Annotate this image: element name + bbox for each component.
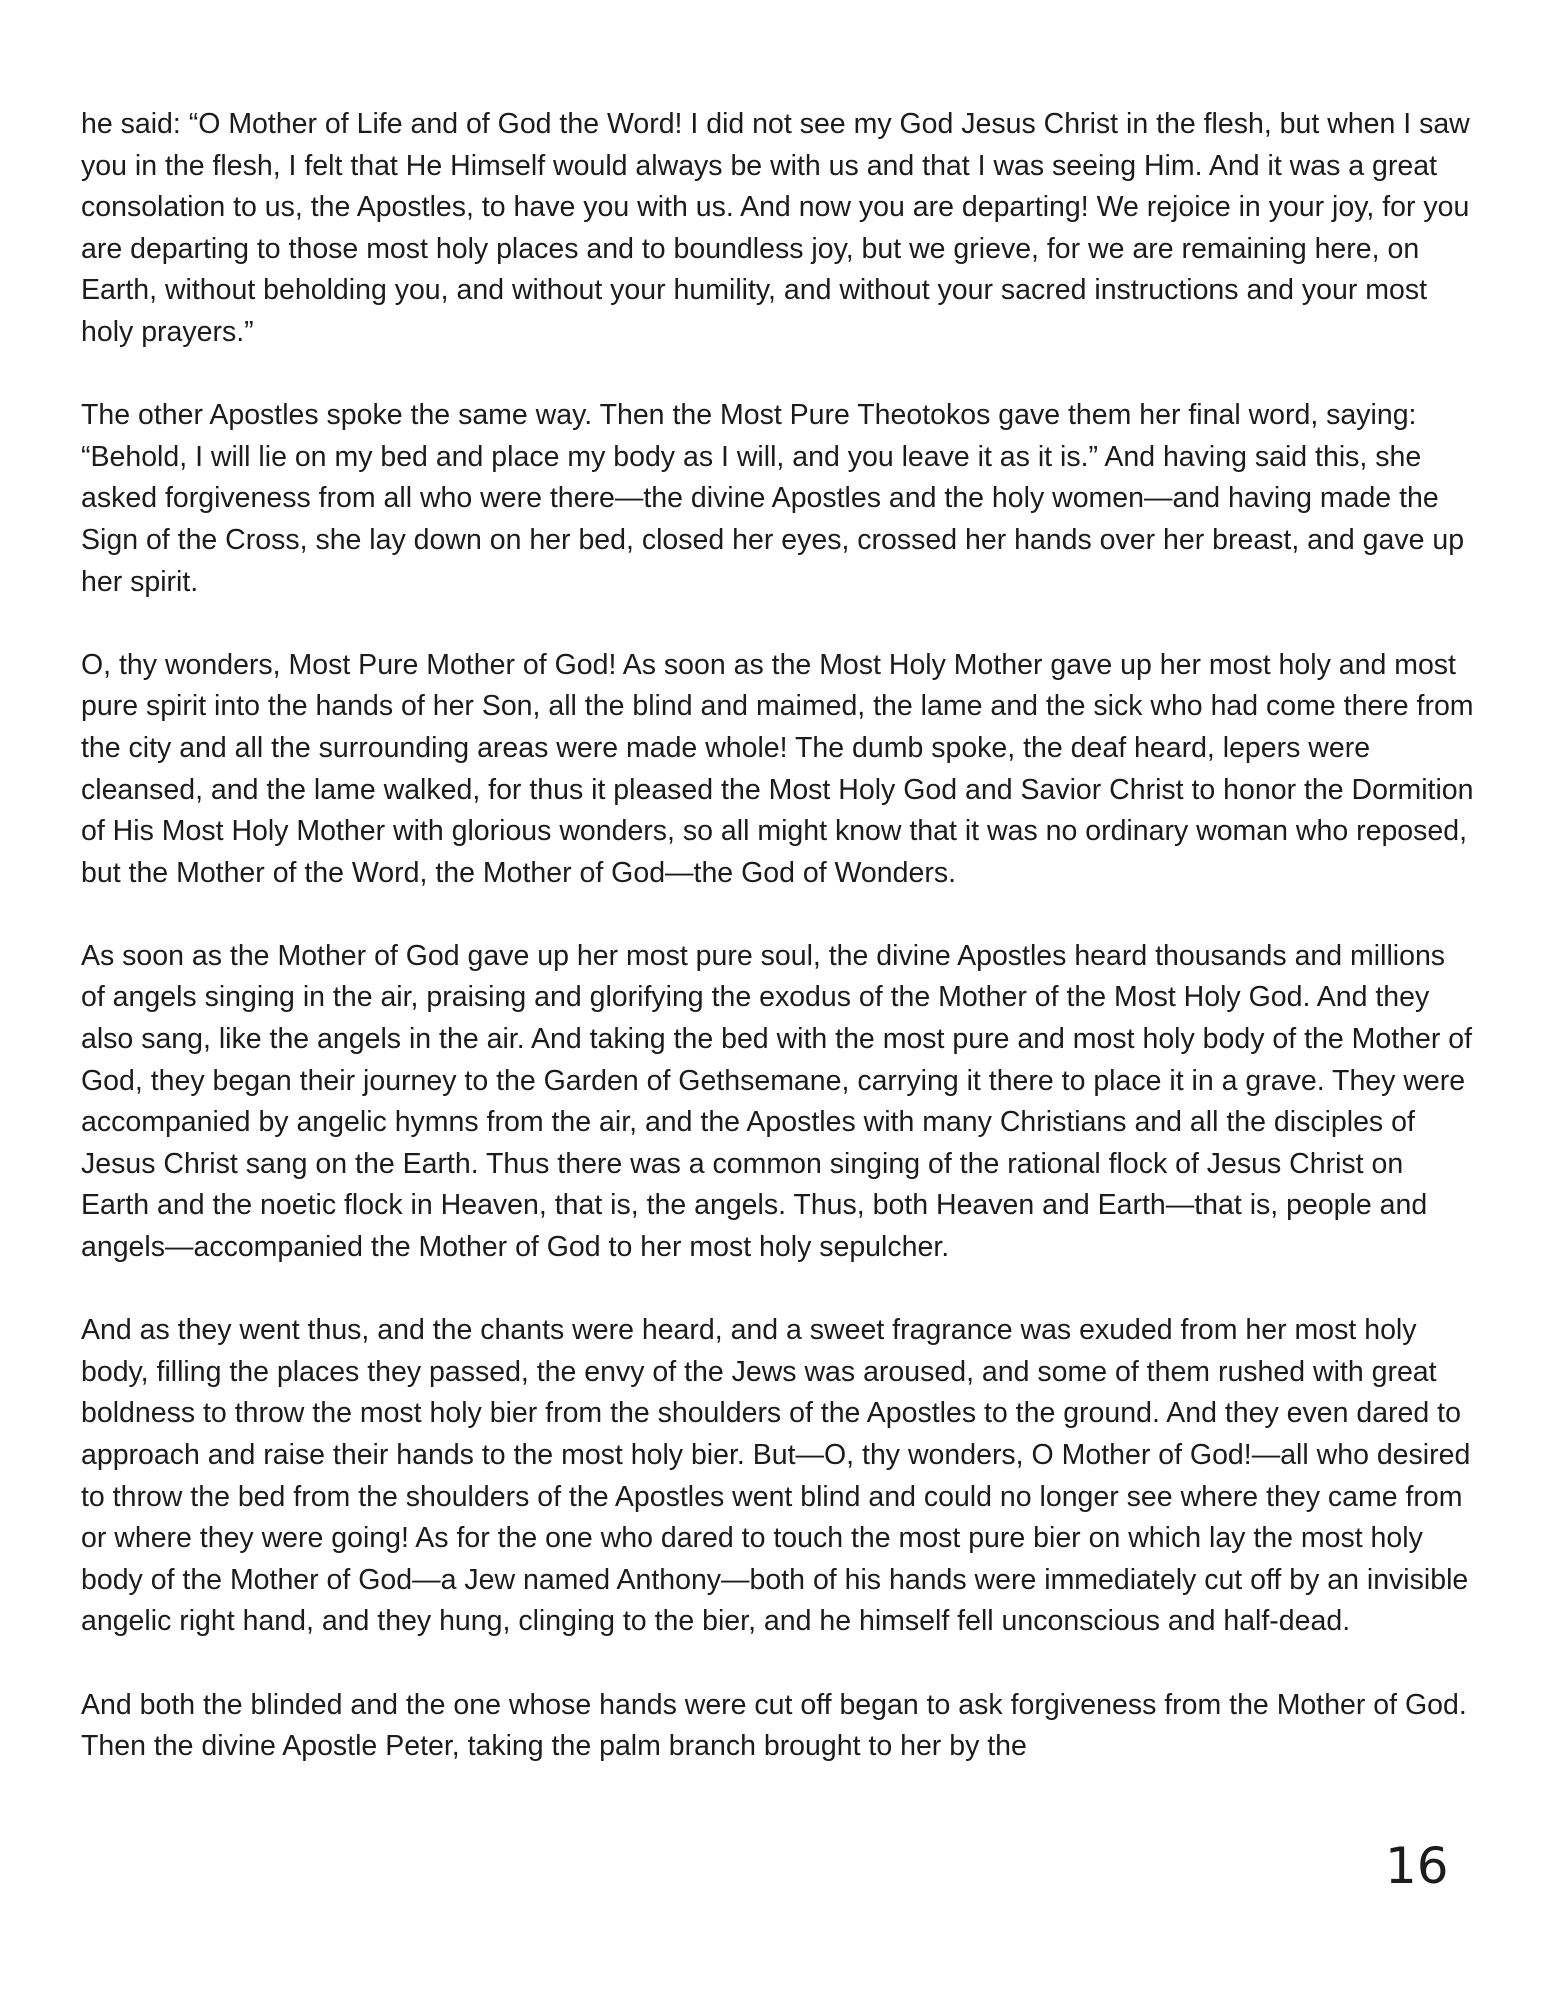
- body-text: [81, 104, 1476, 1809]
- paragraph-5: And as they went thus, and the chants were heard, and a sweet fragrance was exuded from her most holy body, filling the places they passed, the envy of the Jews was aroused, and some of them rushed with great boldness to throw the most holy bier from the shoulders of the Apostles to the ground. And they even dared to approach and raise their hands to the most holy bier. But—O, thy wonders, O Mother of God!—all who desired to throw the bed from the shoulders of the Apostles went blind and could no longer see where they came from or where they were going! As for the one who dared to touch the most pure bier on which lay the most holy body of the Mother of God—a Jew named Anthony—both of his hands were immediately cut off by an invisible angelic right hand, and they hung, clinging to the bier, and he himself fell unconscious and half-dead.: [81, 1314, 1471, 1638]
- page-number: 16: [1385, 1837, 1449, 1895]
- paragraph-6: And both the blinded and the one whose hands were cut off began to ask forgiveness from the Mother of God. Then the divine Apostle Peter, taking the palm branch brought to her by the: [81, 1688, 1467, 1763]
- paragraph-2: The other Apostles spoke the same way. Then the Most Pure Theotokos gave them her final word, saying: “Behold, I will lie on my bed and place my body as I will, and you leave it as it is.” And having said this, she asked forgiveness from all who were there—the divine Apostles and the holy women—and having made the Sign of the Cross, she lay down on her bed, closed her eyes, crossed her hands over her breast, and gave up her spirit.: [81, 399, 1465, 598]
- paragraph-1: he said: “O Mother of Life and of God the Word! I did not see my God Jesus Christ in the flesh, but when I saw you in the flesh, I felt that He Himself would always be with us and that I was seeing Him. And it was a great consolation to us, the Apostles, to have you with us. And now you are departing! We rejoice in your joy, for you are departing to those most holy places and to boundless joy, but we grieve, for we are remaining here, on Earth, without beholding you, and without your humility, and without your sacred instructions and your most holy prayers.”: [81, 108, 1470, 348]
- paragraph-4: As soon as the Mother of God gave up her most pure soul, the divine Apostles heard thousands and millions of angels singing in the air, praising and glorifying the exodus of the Mother of the Most Holy God. And they also sang, like the angels in the air. And taking the bed with the most pure and most holy body of the Mother of God, they began their journey to the Garden of Gethsemane, carrying it there to place it in a grave. They were accompanied by angelic hymns from the air, and the Apostles with many Christians and all the disciples of Jesus Christ sang on the Earth. Thus there was a common singing of the rational flock of Jesus Christ on Earth and the noetic flock in Heaven, that is, the angels. Thus, both Heaven and Earth—that is, people and angels—accompanied the Mother of God to her most holy sepulcher.: [81, 939, 1473, 1264]
- paragraph-3: O, thy wonders, Most Pure Mother of God! As soon as the Most Holy Mother gave up her most holy and most pure spirit into the hands of her Son, all the blind and maimed, the lame and the sick who had come there from the city and all the surrounding areas were made whole! The dumb spoke, the deaf heard, lepers were cleansed, and the lame walked, for thus it pleased the Most Holy God and Savior Christ to honor the Dormition of His Most Holy Mother with glorious wonders, so all might know that it was no ordinary woman who reposed, but the Mother of the Word, the Mother of God—the God of Wonders.: [81, 648, 1474, 889]
